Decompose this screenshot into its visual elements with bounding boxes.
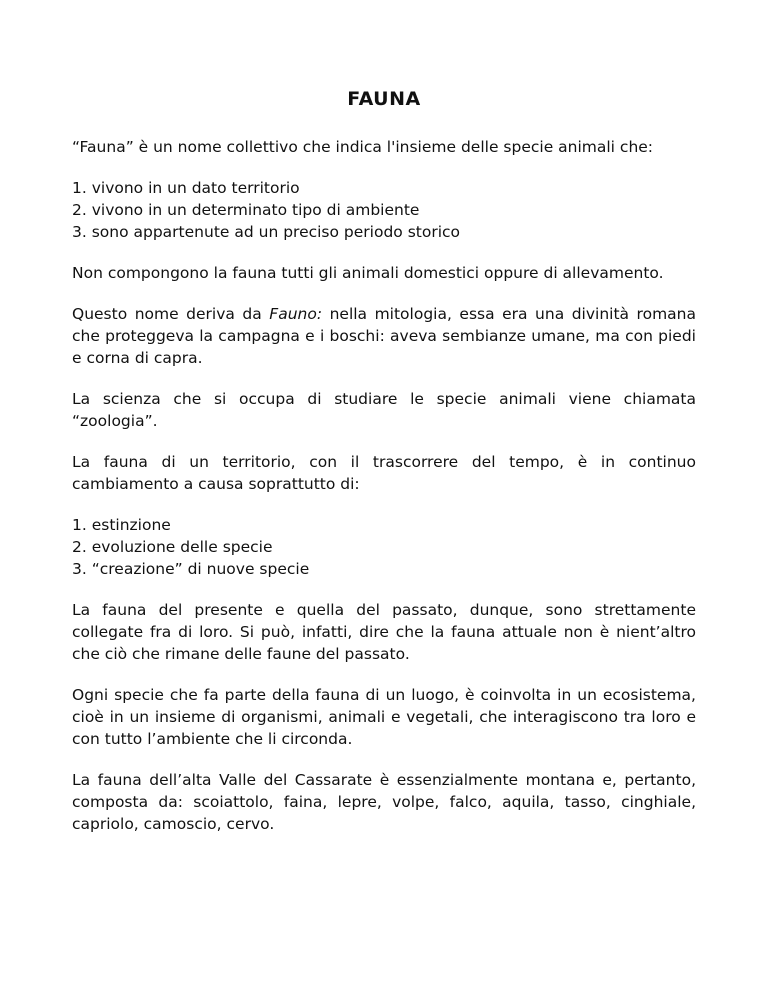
list-item: 3. sono appartenute ad un preciso periodo storico <box>72 223 461 241</box>
zoologia-paragraph: La scienza che si occupa di studiare le specie animali viene chiamata “zoologia”. <box>72 390 696 430</box>
fauno-paragraph <box>72 303 696 369</box>
fauno-lead: Questo nome deriva da <box>72 305 270 323</box>
ecosystem-paragraph: Ogni specie che fa parte della fauna di un luogo, è coinvolta in un ecosistema, cioè in un insieme di organismi, animali e vegetali, che interagiscono tra loro e con tutto l’ambiente che li circonda. <box>72 686 696 748</box>
list-item: 2. evoluzione delle specie <box>72 538 273 556</box>
territory-list <box>72 177 696 243</box>
domestic-paragraph: Non compongono la fauna tutti gli animali domestici oppure di allevamento. <box>72 264 664 282</box>
change-paragraph: La fauna di un territorio, con il trascorrere del tempo, è in continuo cambiamento a causa soprattutto di: <box>72 453 696 493</box>
intro-paragraph: “Fauna” è un nome collettivo che indica l'insieme delle specie animali che: <box>72 138 654 156</box>
list-item: 3. “creazione” di nuove specie <box>72 560 310 578</box>
fauno-term: Fauno: <box>269 305 323 323</box>
list-item: 2. vivono in un determinato tipo di ambiente <box>72 201 420 219</box>
list-item: 1. vivono in un dato territorio <box>72 179 300 197</box>
document-title: FAUNA <box>347 88 421 110</box>
valley-fauna-paragraph: La fauna dell’alta Valle del Cassarate è essenzialmente montana e, pertanto, composta da: scoiattolo, faina, lepre, volpe, falco, aquila, tasso, cinghiale, capriolo, camoscio, cervo. <box>72 771 696 833</box>
past-fauna-paragraph: La fauna del presente e quella del passato, dunque, sono strettamente collegate fra di loro. Si può, infatti, dire che la fauna attuale non è nient’altro che ciò che rimane delle faune del passato. <box>72 601 696 663</box>
list-item: 1. estinzione <box>72 516 171 534</box>
fauno-rest: nella mitologia, essa era una divinità romana che proteggeva la campagna e i boschi: aveva sembianze umane, ma con piedi e corna di capra. <box>72 305 696 367</box>
change-causes-list <box>72 514 696 580</box>
document-body <box>72 136 696 854</box>
